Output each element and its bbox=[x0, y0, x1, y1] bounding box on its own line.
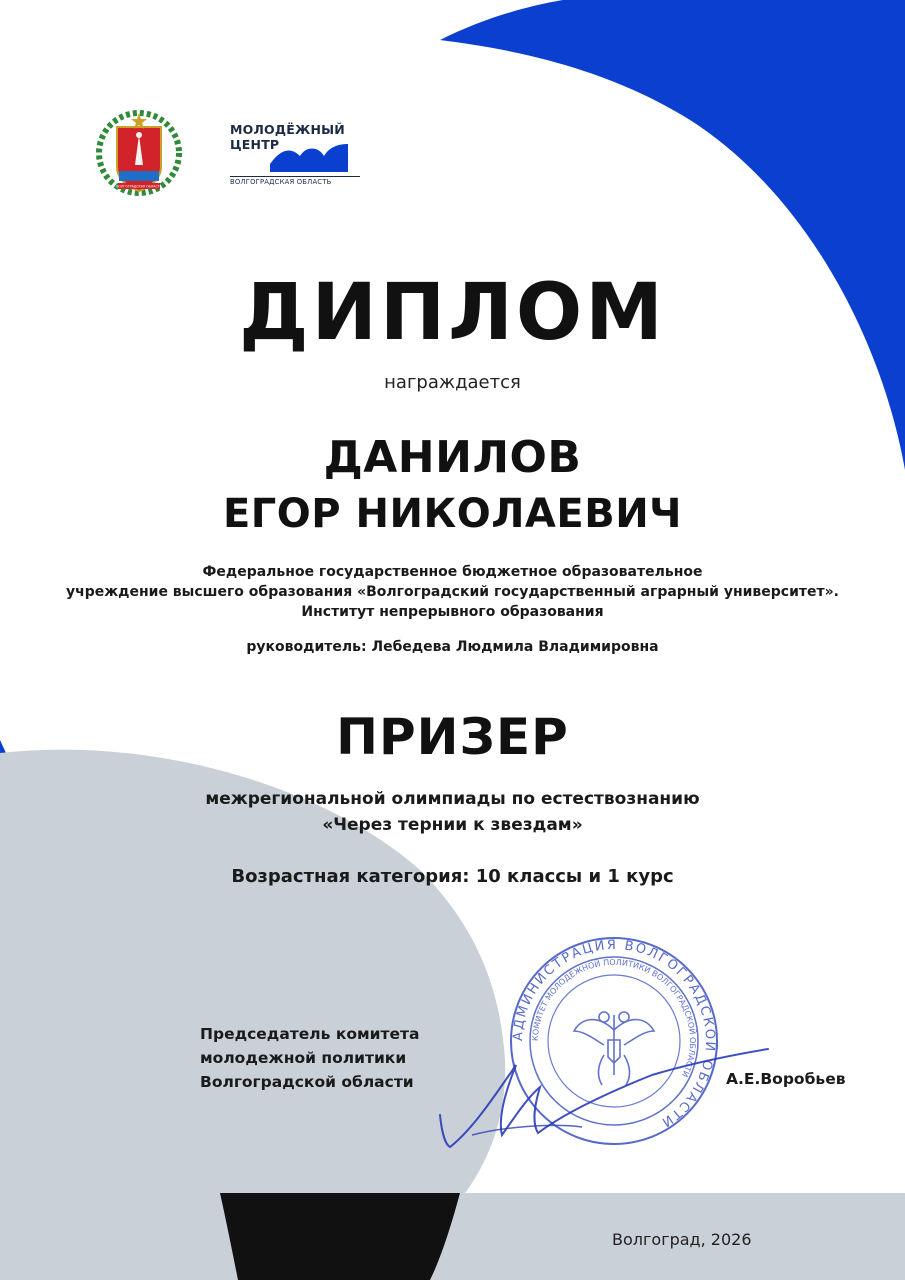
logo-line2: ЦЕНТР bbox=[230, 137, 280, 152]
leader-line: руководитель: Лебедева Людмила Владимировна bbox=[246, 639, 659, 655]
organization-line3: Институт непрерывного образования bbox=[301, 604, 604, 620]
svg-text:ВОЛГОГРАДСКАЯ ОБЛАСТЬ: ВОЛГОГРАДСКАЯ ОБЛАСТЬ bbox=[116, 184, 162, 189]
recipient-given-names: ЕГОР НИКОЛАЕВИЧ bbox=[222, 491, 682, 537]
logo-region: ВОЛГОГРАДСКАЯ ОБЛАСТЬ bbox=[230, 176, 360, 186]
event-line2: «Через тернии к звездам» bbox=[322, 815, 583, 835]
stamp-inner-text: КОМИТЕТ МОЛОДЕЖНОЙ ПОЛИТИКИ ВОЛГОГРАДСКОЙ ОБЛАСТИ bbox=[530, 957, 698, 1079]
awarded-label: награждается bbox=[384, 372, 521, 393]
diploma-title: ДИПЛОМ bbox=[239, 268, 666, 358]
coat-of-arms-emblem bbox=[92, 105, 186, 197]
event-line1: межрегиональной олимпиады по естествознанию bbox=[205, 789, 700, 809]
organization-line1: Федеральное государственное бюджетное образовательное bbox=[202, 564, 703, 580]
recipient-surname: ДАНИЛОВ bbox=[323, 432, 582, 483]
signer-name: А.Е.Воробьев bbox=[726, 1070, 846, 1088]
place-and-year: Волгоград, 2026 bbox=[612, 1230, 752, 1249]
organization-block bbox=[0, 562, 905, 622]
youth-center-logo bbox=[230, 122, 350, 186]
chairman-line1: Председатель комитета bbox=[200, 1025, 420, 1043]
logo-line1: МОЛОДЁЖНЫЙ bbox=[230, 122, 345, 137]
chairman-line3: Волгоградской области bbox=[200, 1073, 414, 1091]
black-shape-bottom bbox=[220, 1193, 460, 1280]
stamp-outer-text: АДМИНИСТРАЦИЯ ВОЛГОГРАДСКОЙ ОБЛАСТИ bbox=[510, 937, 718, 1131]
award-rank: ПРИЗЕР bbox=[336, 708, 569, 766]
event-block bbox=[0, 786, 905, 838]
chairman-line2: молодежной политики bbox=[200, 1049, 407, 1067]
age-category: Возрастная категория: 10 классы и 1 курс bbox=[231, 866, 674, 887]
organization-line2: учреждение высшего образования «Волгоградский государственный аграрный университет». bbox=[65, 584, 840, 600]
handwritten-signature bbox=[432, 1035, 772, 1155]
logo-wave-icon bbox=[270, 142, 348, 172]
chairman-title bbox=[200, 1022, 419, 1094]
